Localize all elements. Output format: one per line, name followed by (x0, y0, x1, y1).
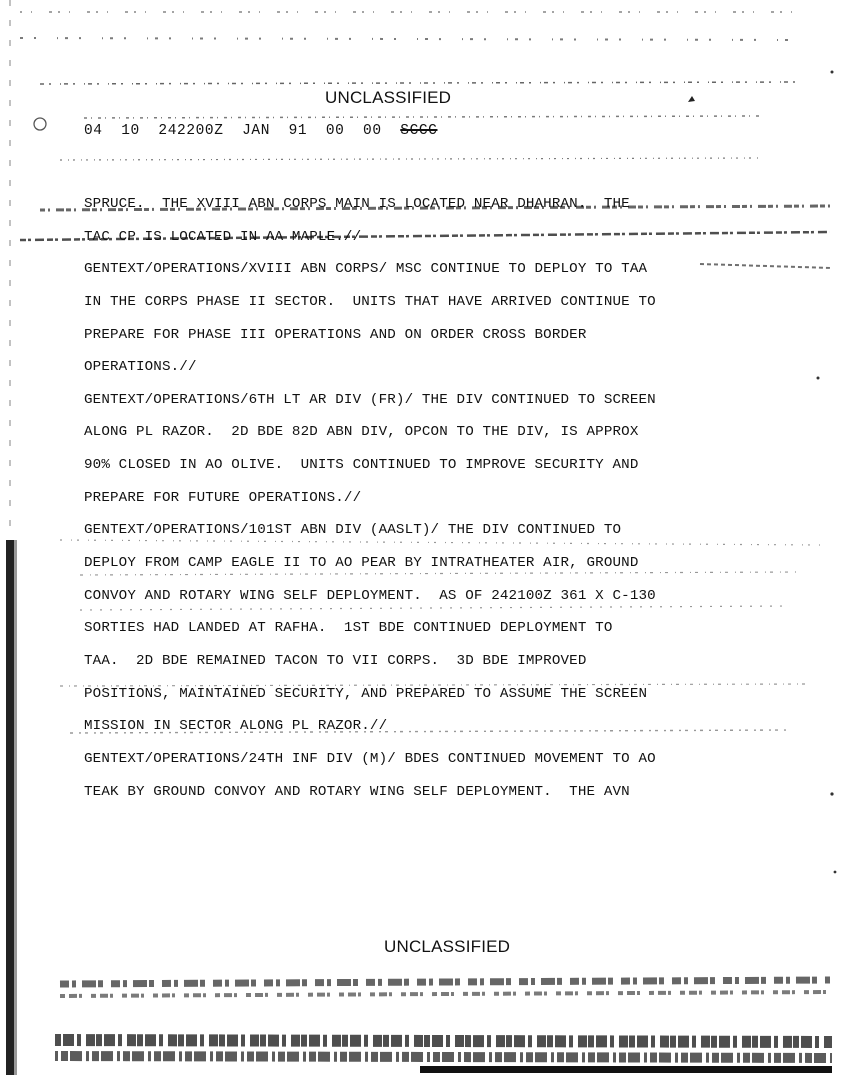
text-line: GENTEXT/OPERATIONS/6TH LT AR DIV (FR)/ THE DIV CONTINUED TO SCREEN (84, 391, 656, 408)
text-line: SPRUCE. THE XVIII ABN CORPS MAIN IS LOCATED NEAR DHAHRAN. THE (84, 196, 630, 212)
text-line: GENTEXT/OPERATIONS/101ST ABN DIV (AASLT)/ THE DIV CONTINUED TO (84, 522, 622, 539)
text-line: TAA. 2D BDE REMAINED TACON TO VII CORPS. 3D BDE IMPROVED (84, 652, 587, 669)
message-header-fields: 04 10 242200Z JAN 91 00 00 (84, 123, 382, 139)
text-line: MISSION IN SECTOR ALONG PL RAZOR.// (84, 718, 388, 735)
text-line: GENTEXT/OPERATIONS/24TH INF DIV (M)/ BDES CONTINUED MOVEMENT TO AO (84, 750, 656, 767)
text-line: SORTIES HAD LANDED AT RAFHA. 1ST BDE CONTINUED DEPLOYMENT TO (84, 620, 613, 637)
text-line: PREPARE FOR PHASE III OPERATIONS AND ON ORDER CROSS BORDER (84, 326, 587, 343)
message-header-line (84, 123, 437, 139)
classification-footer: UNCLASSIFIED (384, 937, 511, 956)
classification-header: UNCLASSIFIED (325, 88, 452, 107)
text-line: TAC CP IS LOCATED IN AA MAPLE.// (84, 228, 362, 245)
text-line: 90% CLOSED IN AO OLIVE. UNITS CONTINUED TO IMPROVE SECURITY AND (84, 457, 639, 474)
text-line: POSITIONS, MAINTAINED SECURITY, AND PREPARED TO ASSUME THE SCREEN (84, 685, 648, 702)
text-line: DEPLOY FROM CAMP EAGLE II TO AO PEAR BY INTRATHEATER AIR, GROUND (84, 555, 639, 572)
message-body (84, 188, 656, 808)
text-line: IN THE CORPS PHASE II SECTOR. UNITS THAT HAVE ARRIVED CONTINUE TO (84, 293, 656, 310)
text-line: ALONG PL RAZOR. 2D BDE 82D ABN DIV, OPCON TO THE DIV, IS APPROX (84, 424, 639, 441)
text-line: TEAK BY GROUND CONVOY AND ROTARY WING SELF DEPLOYMENT. THE AVN (84, 783, 630, 800)
text-line: CONVOY AND ROTARY WING SELF DEPLOYMENT. AS OF 242100Z 361 X C-130 (84, 587, 656, 604)
text-line: GENTEXT/OPERATIONS/XVIII ABN CORPS/ MSC CONTINUE TO DEPLOY TO TAA (84, 261, 648, 278)
text-line: OPERATIONS.// (84, 359, 197, 376)
text-line: PREPARE FOR FUTURE OPERATIONS.// (84, 489, 362, 506)
redacted-struck-text: SCCC (400, 123, 438, 139)
